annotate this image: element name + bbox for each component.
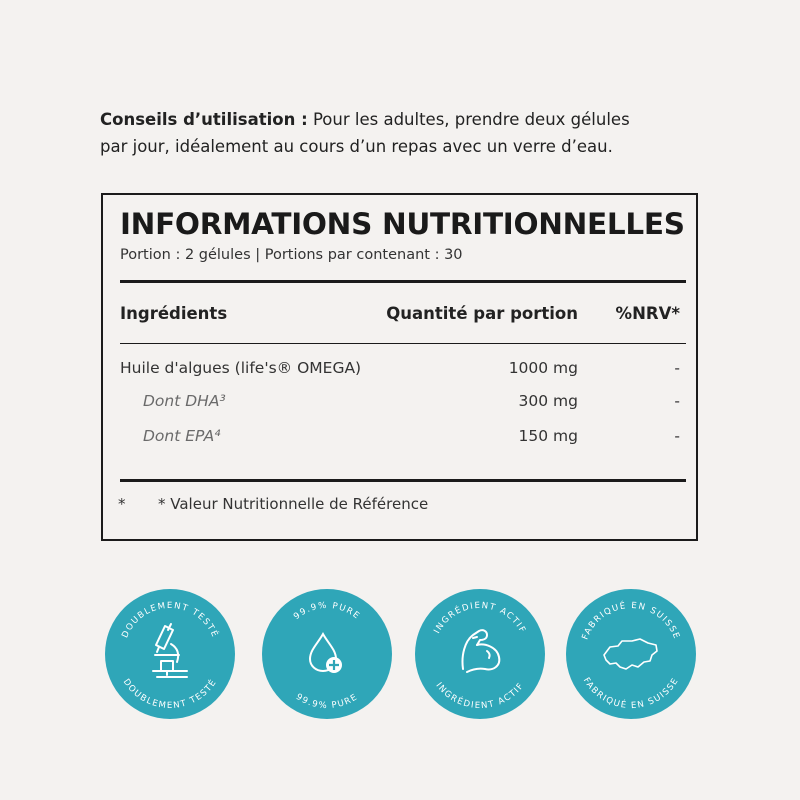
ingredient-name: Dont DHA³ bbox=[143, 392, 226, 410]
divider-thick-top bbox=[120, 280, 686, 283]
badge-swiss-made bbox=[566, 589, 696, 719]
badge-text-top: INGRÉDIENT ACTIF bbox=[432, 600, 528, 636]
divider-thick-bottom bbox=[120, 479, 686, 482]
footnote-text: * Valeur Nutritionnelle de Référence bbox=[158, 495, 429, 513]
serving-info: Portion : 2 gélules | Portions par contenant : 30 bbox=[120, 247, 463, 263]
table-row bbox=[103, 392, 696, 418]
nutrition-facts-panel bbox=[101, 193, 698, 541]
badge-text-bottom: FABRIQUÉ EN SUISSE bbox=[580, 675, 682, 712]
usage-instructions bbox=[100, 106, 700, 160]
badge-purity bbox=[262, 589, 392, 719]
panel-title: INFORMATIONS NUTRITIONNELLES bbox=[120, 207, 685, 241]
usage-label: Conseils d’utilisation : bbox=[100, 110, 308, 129]
divider-thin bbox=[120, 343, 686, 344]
ingredient-nrv: - bbox=[674, 427, 680, 445]
footnote-mark: * bbox=[118, 495, 126, 513]
badge-text-bottom: INGRÉDIENT ACTIF bbox=[433, 680, 527, 712]
table-row bbox=[103, 359, 696, 385]
usage-text-line2: par jour, idéalement au cours d’un repas avec un verre d’eau. bbox=[100, 137, 613, 156]
header-ingredients: Ingrédients bbox=[120, 304, 228, 323]
badge-active-ingredient bbox=[415, 589, 545, 719]
usage-text-line1: Pour les adultes, prendre deux gélules bbox=[312, 110, 630, 129]
table-row bbox=[103, 427, 696, 453]
badge-text-bottom: DOUBLEMENT TESTÉ bbox=[120, 677, 220, 712]
header-nrv: %NRV* bbox=[615, 304, 680, 323]
ingredient-quantity: 150 mg bbox=[518, 427, 578, 445]
badge-text-top: FABRIQUÉ EN SUISSE bbox=[580, 600, 682, 642]
badge-text-top: DOUBLEMENT TESTÉ bbox=[120, 600, 220, 640]
ingredient-quantity: 300 mg bbox=[518, 392, 578, 410]
badge-tested bbox=[105, 589, 235, 719]
badge-text-top: 99.9% PURE bbox=[292, 600, 362, 622]
ingredient-name: Huile d'algues (life's® OMEGA) bbox=[120, 359, 362, 377]
ingredient-nrv: - bbox=[674, 359, 680, 377]
ingredient-name: Dont EPA⁴ bbox=[143, 427, 221, 445]
badge-text-bottom: 99.9% PURE bbox=[293, 692, 361, 712]
ingredient-quantity: 1000 mg bbox=[508, 359, 578, 377]
header-quantity: Quantité par portion bbox=[386, 304, 578, 323]
ingredient-nrv: - bbox=[674, 392, 680, 410]
